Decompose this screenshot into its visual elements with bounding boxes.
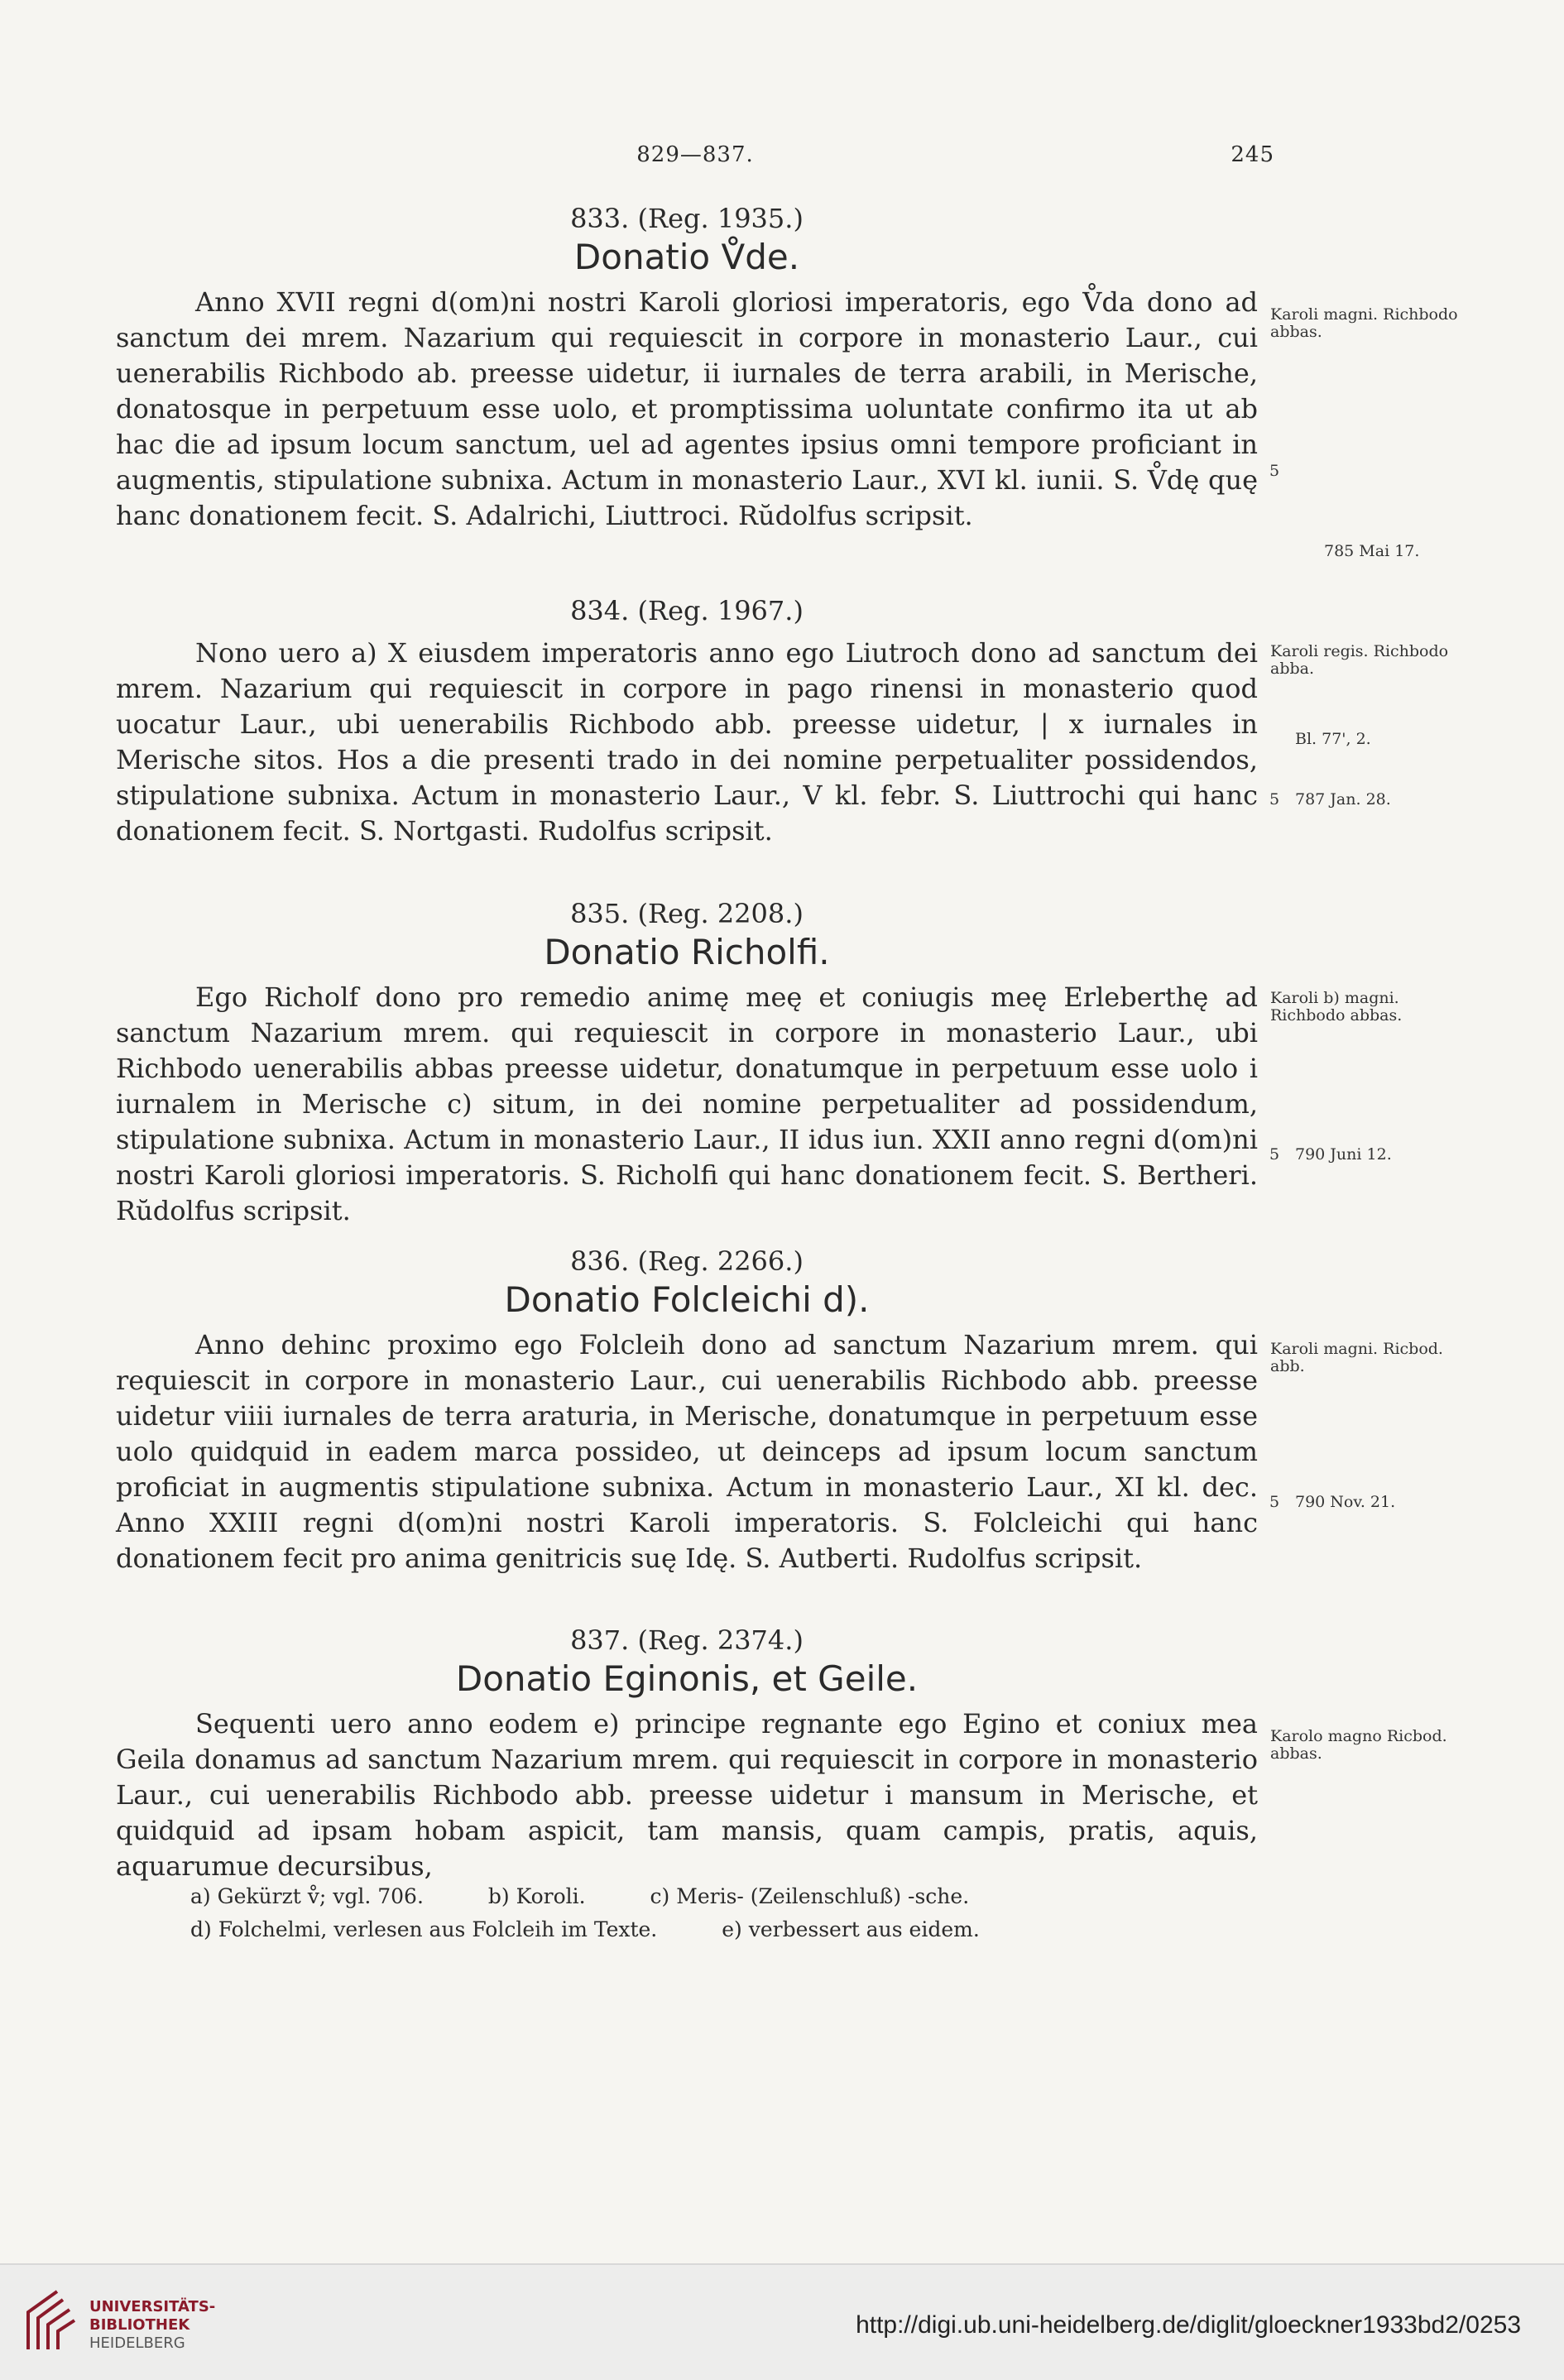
- margin-note: Karoli b) magni. Richbodo abbas.: [1270, 989, 1403, 1024]
- page-number: 245: [1231, 142, 1274, 167]
- entry-title: Donatio Eginonis, et Geile.: [455, 1658, 919, 1699]
- footnote: c) Meris- (Zeilenschluß) -sche.: [650, 1884, 970, 1908]
- footnote-row: [190, 1913, 1183, 1946]
- entry-834: [116, 594, 1258, 849]
- margin-date: 787 Jan. 28.: [1295, 790, 1391, 809]
- entry-835: [116, 897, 1258, 1229]
- footnote: b) Koroli.: [487, 1884, 586, 1908]
- running-head: [116, 142, 1274, 175]
- library-logo-icon: [20, 2283, 78, 2358]
- line-mark: 5: [1269, 790, 1280, 809]
- reg-heading: 837. (Reg. 2374.): [570, 1624, 804, 1656]
- margin-note: Karolo magno Ricbod. abbas.: [1270, 1727, 1447, 1763]
- entry-text: Sequenti uero anno eodem e) principe regnante ego Egino et coniux mea Geila donamus ad sanctum Nazarium mrem. qui requiescit in corpore in monasterio Laur., cui uenerabilis Richbodo abb. preesse uidetur i mansum in Merische, et quidquid ad ipsam hobam aspicit, tam mansis, quam campis, pratis, aquis, aquarumue decursibus,: [116, 1708, 1258, 1882]
- entry-text: Nono uero a) X eiusdem imperatoris anno ego Liutroch dono ad sanctum dei mrem. Nazarium qui requiescit in corpore in pago rinensi in monasterio quod uocatur Laur., ubi uenerabilis Richbodo abb. preesse uidetur, | x iurnales in Merische sitos. Hos a die presenti trado in dei nomine perpetualiter possidendos, stipulatione subnixa. Actum in monasterio Laur., V kl. febr. S. Liuttrochi qui hanc donationem fecit. S. Nortgasti. Rudolfus scripsit.: [116, 637, 1258, 847]
- library-name: UNIVERSITÄTS- BIBLIOTHEK HEIDELBERG: [89, 2298, 216, 2352]
- reg-heading: 834. (Reg. 1967.): [570, 595, 804, 626]
- page-range: 829—837.: [636, 142, 754, 167]
- reg-heading: 833. (Reg. 1935.): [570, 203, 804, 234]
- line-mark: 5: [1269, 1493, 1280, 1511]
- entry-title: Donatio Folcleichi d).: [504, 1279, 870, 1320]
- margin-note: Karoli magni. Richbodo abbas.: [1270, 305, 1458, 341]
- entry-text: Anno dehinc proximo ego Folcleih dono ad sanctum Nazarium mrem. qui requiescit in corpore in monasterio Laur., cui uenerabilis Richbodo abb. preesse uidetur viiii iurnales de terra araturia, in Merische, donatumque in perpetuum esse uolo quidquid in eadem marca possideo, ut deinceps ad ipsum locum sanctum proficiat in augmentis stipulatione subnixa. Actum in monasterio Laur., XI kl. dec. Anno XXIII regni d(om)ni nostri Karoli imperatoris. S. Folcleichi qui hanc donationem fecit pro anima genitricis suę Idę. S. Autberti. Rudolfus scripsit.: [116, 1329, 1258, 1574]
- footnote: d) Folchelmi, verlesen aus Folcleih im Texte.: [190, 1917, 658, 1941]
- margin-note: Karoli regis. Richbodo abba.: [1270, 642, 1449, 678]
- entry-title: Donatio Richolfi.: [544, 932, 830, 972]
- entry-text: Anno XVII regni d(om)ni nostri Karoli gloriosi imperatoris, ego V̊da dono ad sanctum dei mrem. Nazarium qui requiescit in corpore in monasterio Laur., cui uenerabilis Richbodo ab. preesse uidetur, ii iurnales de terra arabili, in Merische, donatosque in perpetuum esse uolo, et promptissima uoluntate confirmo ita ut ab hac die ad ipsum locum sanctum, uel ad agentes ipsius omni tempore proficiant in augmentis, stipulatione subnixa. Actum in monasterio Laur., XVI kl. iunii. S. V̊dę quę hanc donationem fecit. S. Adalrichi, Liuttroci. Rŭdolfus scripsit.: [116, 286, 1258, 531]
- margin-note: Karoli magni. Ricbod. abb.: [1270, 1340, 1443, 1375]
- line-mark: 5: [1269, 462, 1280, 480]
- margin-date: 790 Nov. 21.: [1295, 1493, 1396, 1511]
- entry-836: [116, 1245, 1258, 1576]
- entry-833: [116, 202, 1258, 534]
- folio-ref: Bl. 77', 2.: [1295, 730, 1371, 748]
- entry-text: Ego Richolf dono pro remedio animę meę et coniugis meę Erleberthę ad sanctum Nazarium mrem. qui requiescit in corpore in monasterio Laur., ubi Richbodo uenerabilis abbas preesse uidetur, donatumque in perpetuum esse uolo i iurnalem in Merische c) situm, in dei nomine perpetualiter ad possidendum, stipulatione subnixa. Actum in monasterio Laur., II idus iun. XXII anno regni d(om)ni nostri Karoli gloriosi imperatoris. S. Richolfi qui hanc donationem fecit. S. Bertheri. Rŭdolfus scripsit.: [116, 981, 1258, 1226]
- margin-date: 785 Mai 17.: [1324, 542, 1420, 560]
- entry-title: Donatio V̊de.: [573, 237, 800, 277]
- margin-date: 790 Juni 12.: [1295, 1145, 1392, 1164]
- footnote: a) Gekürzt v̊; vgl. 706.: [190, 1884, 424, 1908]
- footnote-row: [190, 1880, 1183, 1913]
- entry-837: [116, 1624, 1258, 1884]
- reg-heading: 836. (Reg. 2266.): [570, 1245, 804, 1277]
- viewer-footer: [0, 2263, 1564, 2380]
- permalink-url[interactable]: http://digi.ub.uni-heidelberg.de/diglit/gloeckner1933bd2/0253: [856, 2311, 1521, 2339]
- reg-heading: 835. (Reg. 2208.): [570, 898, 804, 929]
- line-mark: 5: [1269, 1145, 1280, 1164]
- footnote: e) verbessert aus eidem.: [722, 1917, 980, 1941]
- footnotes: [190, 1880, 1183, 1946]
